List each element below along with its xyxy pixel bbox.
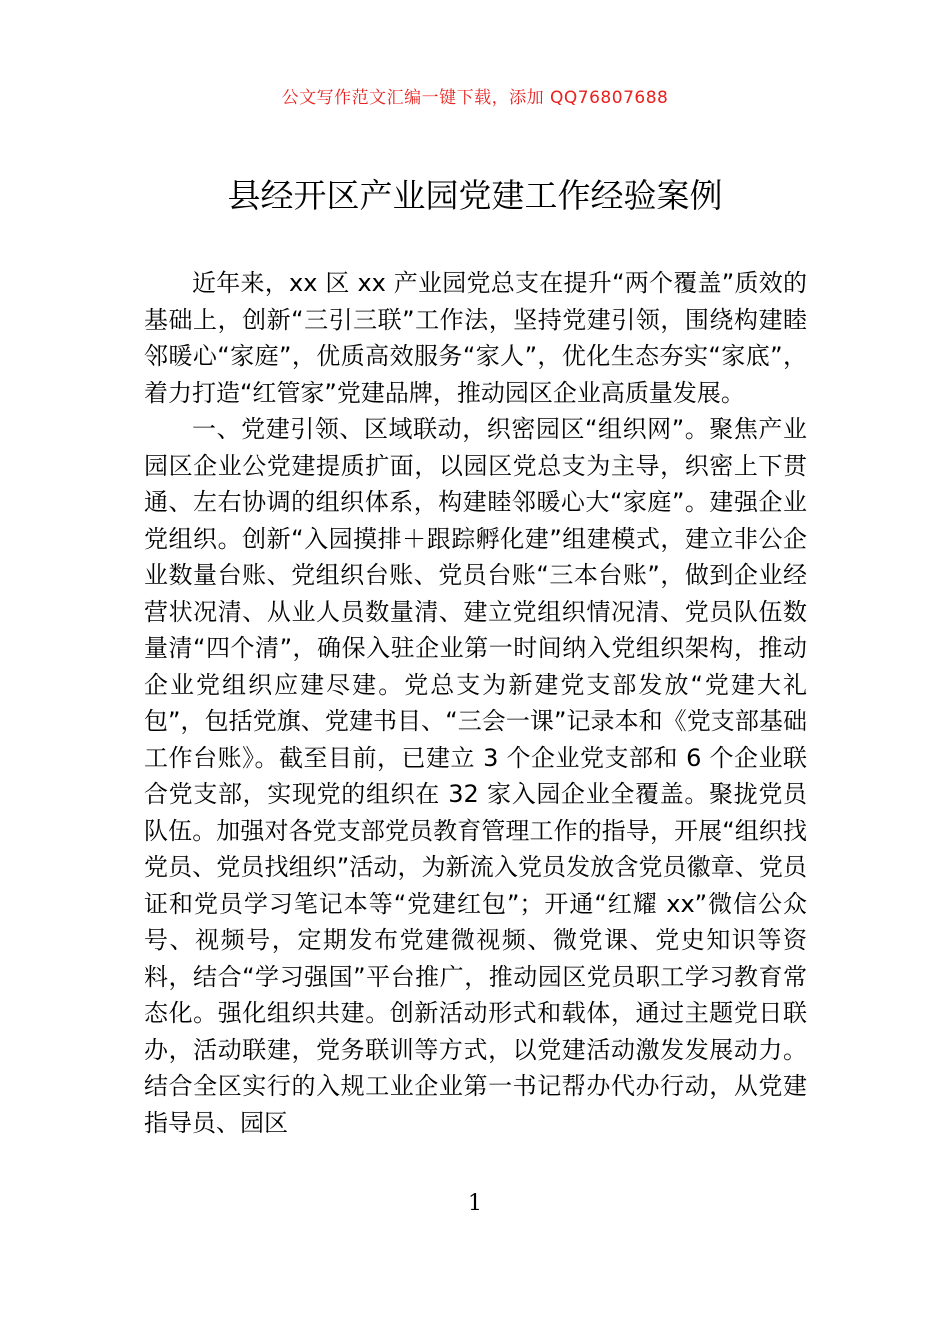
header-download-note: 公文写作范文汇编一键下载，添加 QQ76807688	[281, 88, 669, 108]
document-body	[144, 265, 807, 1141]
document-title: 县经开区产业园党建工作经验案例	[227, 176, 723, 215]
intro-paragraph: 近年来，xx 区 xx 产业园党总支在提升“两个覆盖”质效的基础上，创新“三引三联”工作法，坚持党建引领，围绕构建睦邻暖心“家庭”，优质高效服务“家人”，优化生态夯实“家底”，着力打造“红管家”党建品牌，推动园区企业高质量发展。	[144, 269, 807, 407]
section-one-paragraph: 一、党建引领、区域联动，织密园区“组织网”。聚焦产业园区企业公党建提质扩面，以园区党总支为主导，织密上下贯通、左右协调的组织体系，构建睦邻暖心大“家庭”。建强企业党组织。创新“入园摸排＋跟踪孵化建”组建模式，建立非公企业数量台账、党组织台账、党员台账“三本台账”，做到企业经营状况清、从业人员数量清、建立党组织情况清、党员队伍数量清“四个清”，确保入驻企业第一时间纳入党组织架构，推动企业党组织应建尽建。党总支为新建党支部发放“党建大礼包”，包括党旗、党建书目、“三会一课”记录本和《党支部基础工作台账》。截至目前，已建立 3 个企业党支部和 6 个企业联合党支部，实现党的组织在 32 家入园企业全覆盖。聚拢党员队伍。加强对各党支部党员教育管理工作的指导，开展“组织找党员、党员找组织”活动，为新流入党员发放含党员徽章、党员证和党员学习笔记本等“党建红包”；开通“红耀 xx”微信公众号、视频号，定期发布党建微视频、微党课、党史知识等资料，结合“学习强国”平台推广，推动园区党员职工学习教育常态化。强化组织共建。创新活动形式和载体，通过主题党日联办，活动联建，党务联训等方式，以党建活动激发发展动力。结合全区实行的入规工业企业第一书记帮办代办行动，从党建指导员、园区	[144, 415, 807, 1137]
page-number: 1	[468, 1191, 482, 1216]
